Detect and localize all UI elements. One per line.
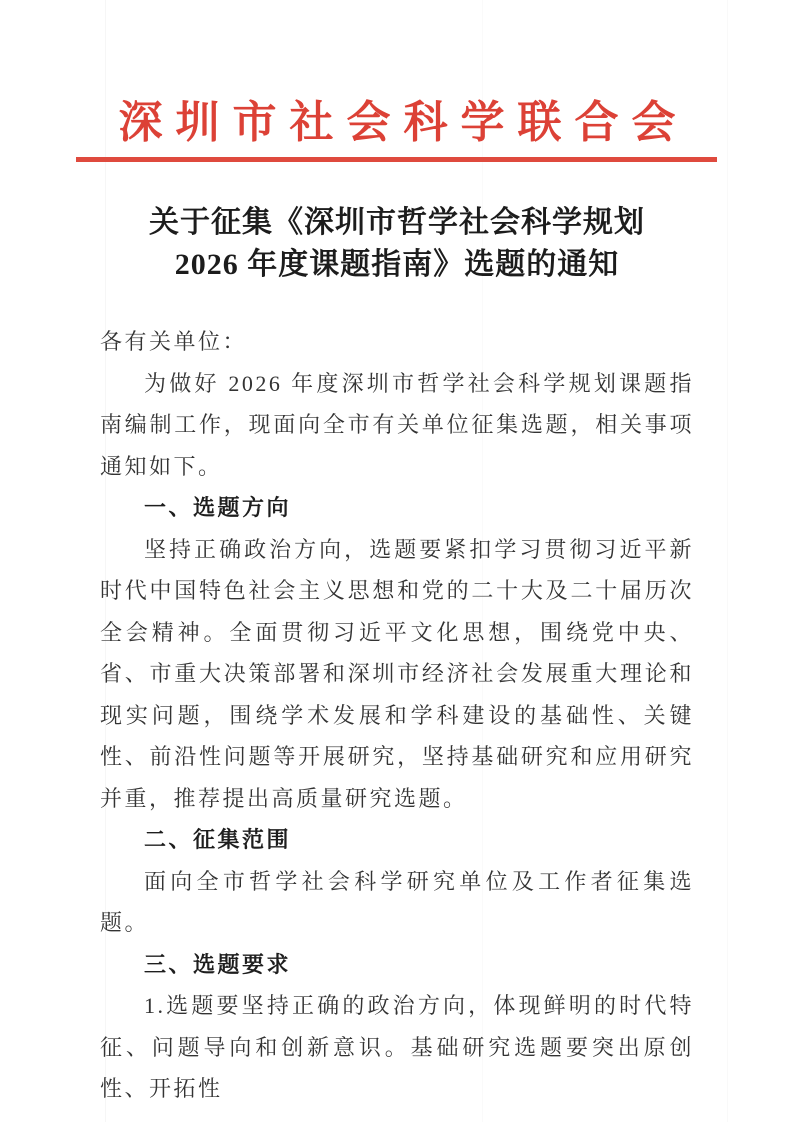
document-title-line-1: 关于征集《深圳市哲学社会科学规划 bbox=[149, 206, 645, 239]
salutation: 各有关单位： bbox=[100, 329, 248, 354]
section-1-paragraph: 坚持正确政治方向，选题要紧扣学习贯彻习近平新时代中国特色社会主义思想和党的二十大及二十届历次全会精神。全面贯彻习近平文化思想，围绕党中央、省、市重大决策部署和深圳市经济社会发展重大理论和现实问题，围绕学术发展和学科建设的基础性、关键性、前沿性问题等开展研究，坚持基础研究和应用研究并重，推荐提出高质量研究选题。 bbox=[100, 536, 694, 811]
section-3-paragraph: 1.选题要坚持正确的政治方向，体现鲜明的时代特征、问题导向和创新意识。基础研究选题要突出原创性、开拓性 bbox=[100, 993, 694, 1101]
letterhead-org-name: 深圳市社会科学联合会 bbox=[118, 98, 689, 147]
document-body bbox=[100, 321, 694, 1110]
section-2-heading: 二、征集范围 bbox=[144, 827, 292, 852]
section-2-paragraph: 面向全市哲学社会科学研究单位及工作者征集选题。 bbox=[100, 868, 694, 935]
scan-artifact-line bbox=[727, 0, 728, 1122]
letterhead-divider-rule bbox=[76, 157, 717, 162]
intro-paragraph: 为做好 2026 年度深圳市哲学社会科学规划课题指南编制工作，现面向全市有关单位征集选题，相关事项通知如下。 bbox=[100, 370, 694, 479]
document-title-line-2: 2026 年度课题指南》选题的通知 bbox=[174, 248, 620, 281]
section-1-heading: 一、选题方向 bbox=[144, 495, 292, 520]
document-title bbox=[0, 202, 794, 286]
section-3-heading: 三、选题要求 bbox=[144, 951, 292, 977]
